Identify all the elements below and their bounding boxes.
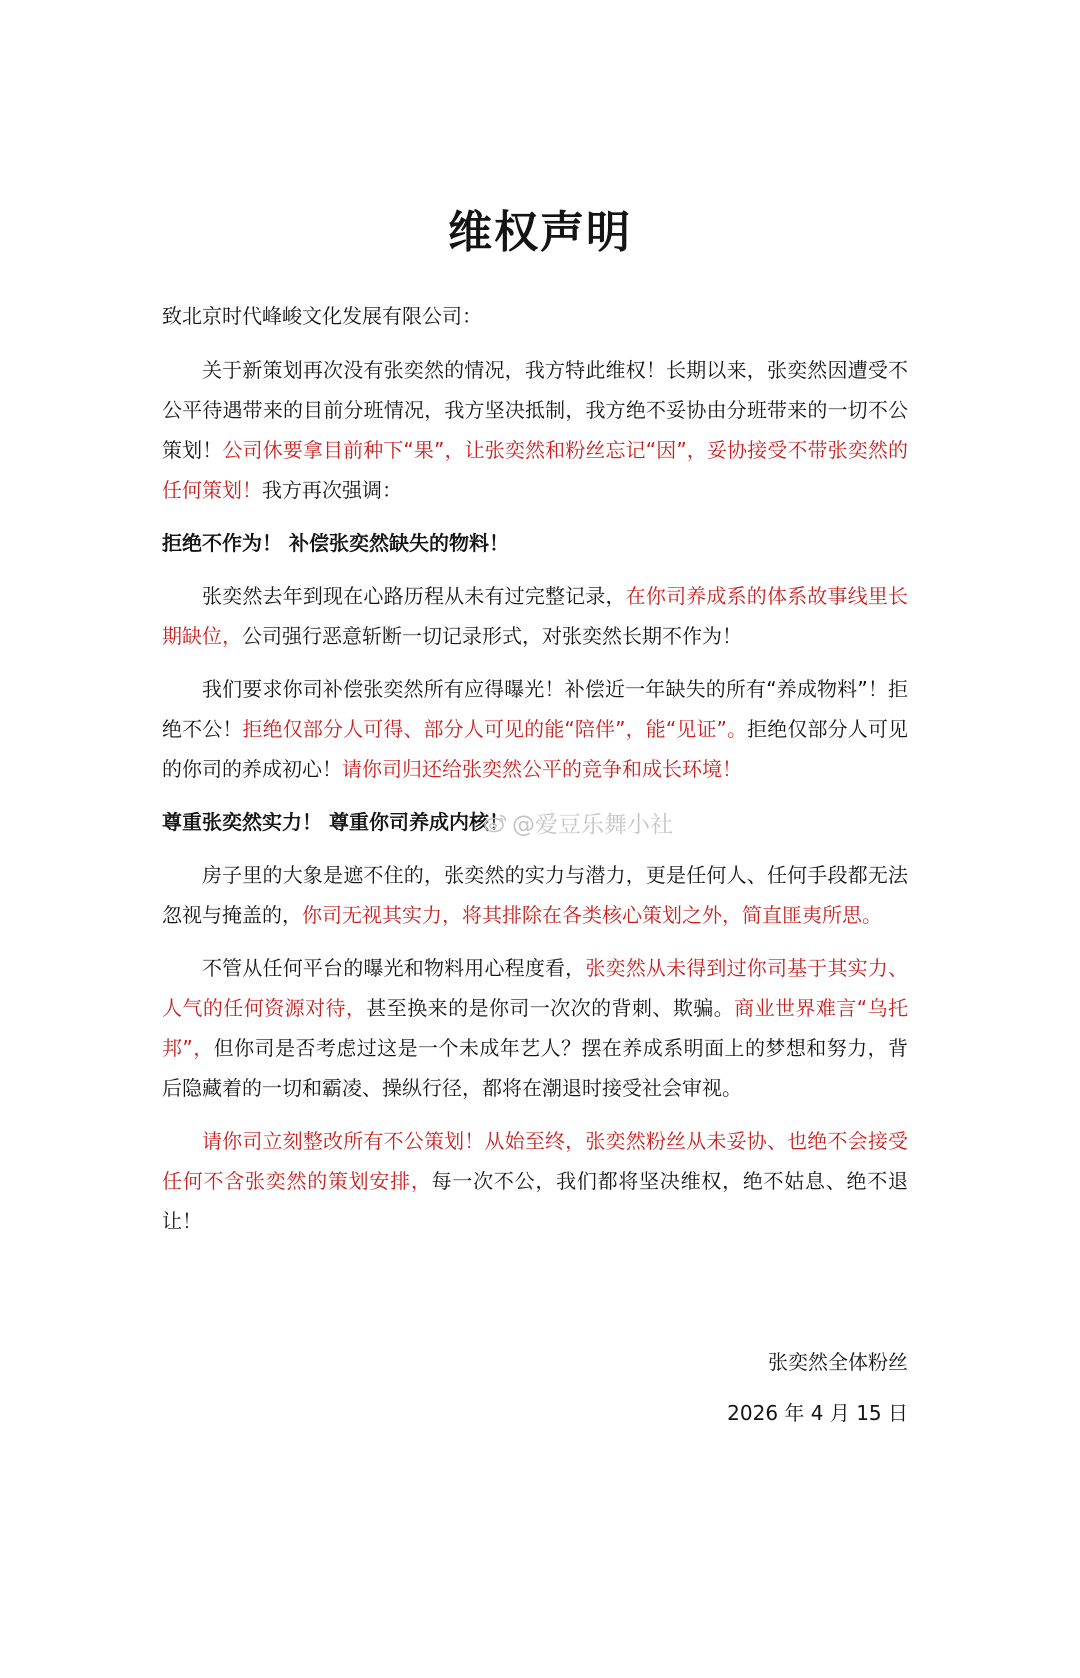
paragraph-1-emphasis: 公司休要拿目前种下“果”，让张奕然和粉丝忘记“因”，妥协接受不带张奕然的任何策划！ bbox=[162, 438, 908, 502]
paragraph-2 bbox=[162, 576, 908, 656]
document-title: 维权声明 bbox=[448, 207, 632, 258]
paragraph-1-closing: 我方再次强调： bbox=[262, 478, 402, 502]
signature-date: 2026 年 4 月 15 日 bbox=[727, 1401, 908, 1425]
section-heading-1: 拒绝不作为！ 补偿张奕然缺失的物料！ bbox=[162, 531, 509, 555]
paragraph-3-text: 我们要求你司补偿张奕然所有应得曝光！补偿近一年缺失的所有“养成物料”！拒绝不公！ bbox=[162, 677, 908, 741]
watermark-text: @爱豆乐舞小社 bbox=[512, 812, 673, 838]
paragraph-3-emphasis: 拒绝仅部分人可得、部分人可见的能“陪伴”，能“见证”。 bbox=[242, 717, 748, 741]
salutation: 致北京时代峰峻文化发展有限公司： bbox=[162, 304, 482, 328]
weibo-logo-icon bbox=[484, 811, 508, 841]
paragraph-5 bbox=[162, 948, 908, 1108]
paragraph-3-emphasis-2: 请你司归还给张奕然公平的竞争和成长环境！ bbox=[342, 757, 742, 781]
section-heading-2: 尊重张奕然实力！ 尊重你司养成内核！ bbox=[162, 810, 509, 834]
paragraph-2-closing: 公司强行恶意斩断一切记录形式，对张奕然长期不作为！ bbox=[242, 624, 742, 648]
paragraph-2-emphasis: 在你司养成系的体系故事线里长期缺位， bbox=[162, 584, 909, 648]
paragraph-5-middle: 甚至换来的是你司一次次的背刺、欺骗。 bbox=[366, 996, 735, 1020]
signature: 张奕然全体粉丝 bbox=[768, 1350, 908, 1374]
paragraph-5-closing: 但你司是否考虑过这是一个未成年艺人？摆在养成系明面上的梦想和努力，背后隐藏着的一切和霸凌、操纵行径，都将在潮退时接受社会审视。 bbox=[162, 1036, 908, 1100]
paragraph-5-emphasis-2: 商业世界难言“乌托邦”， bbox=[162, 996, 908, 1060]
paragraph-6-emphasis: 请你司立刻整改所有不公策划！从始至终，张奕然粉丝从未妥协、也绝不会接受任何不含张奕然的策划安排， bbox=[162, 1129, 908, 1193]
paragraph-3 bbox=[162, 669, 908, 789]
paragraph-4-emphasis: 你司无视其实力，将其排除在各类核心策划之外，简直匪夷所思。 bbox=[302, 903, 882, 927]
paragraph-6-closing: 每一次不公，我们都将坚决维权，绝不姑息、绝不退让！ bbox=[162, 1169, 909, 1233]
paragraph-1 bbox=[162, 350, 908, 510]
paragraph-1-text: 关于新策划再次没有张奕然的情况，我方特此维权！长期以来，张奕然因遭受不公平待遇带来的目前分班情况，我方坚决抵制，我方绝不妥协由分班带来的一切不公策划！ bbox=[162, 358, 908, 462]
paragraph-5-emphasis: 张奕然从未得到过你司基于其实力、人气的任何资源对待， bbox=[162, 956, 909, 1020]
paragraph-4 bbox=[162, 855, 908, 935]
paragraph-3-middle: 拒绝仅部分人可见的你司的养成初心！ bbox=[162, 717, 909, 781]
paragraph-4-text: 房子里的大象是遮不住的，张奕然的实力与潜力，更是任何人、任何手段都无法忽视与掩盖的， bbox=[162, 863, 908, 927]
document-body bbox=[162, 296, 908, 1254]
watermark bbox=[484, 810, 673, 841]
paragraph-5-text: 不管从任何平台的曝光和物料用心程度看， bbox=[202, 956, 586, 980]
paragraph-6 bbox=[162, 1121, 908, 1241]
paragraph-2-text: 张奕然去年到现在心路历程从未有过完整记录， bbox=[202, 584, 626, 608]
